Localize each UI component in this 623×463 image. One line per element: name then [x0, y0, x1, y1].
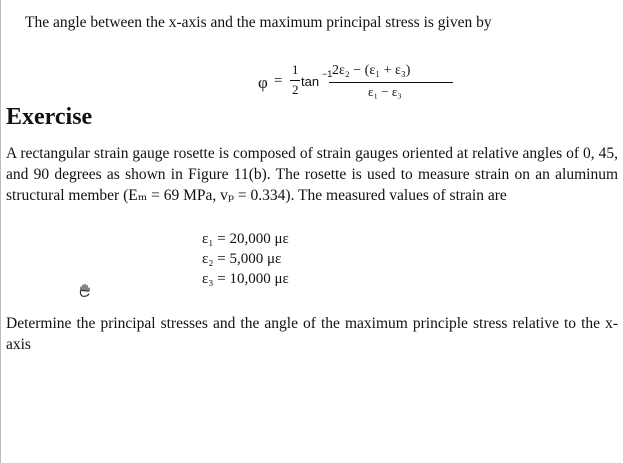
question-paragraph: Determine the principal stresses and the angle of the maximum principle stress relative to the x-axis — [6, 315, 618, 353]
strain-values — [202, 229, 342, 289]
formula-fraction-bar — [329, 82, 453, 83]
hand-icon — [78, 283, 92, 297]
formula-half-numerator: 1 — [292, 62, 299, 77]
formula-numerator: 2ε₂ − (ε₁ + ε₃) — [332, 63, 411, 78]
intro-sentence: The angle between the x-axis and the maximum principal stress is given by — [25, 14, 492, 31]
formula-tan-exponent: −1 — [322, 69, 333, 79]
formula-half-bar — [290, 80, 300, 81]
formula-tan: tan — [301, 74, 320, 89]
formula-phi: φ — [258, 73, 268, 92]
formula-denominator: ε₁ − ε₃ — [368, 84, 402, 99]
problem-paragraph: A rectangular strain gauge rosette is composed of strain gauges oriented at relative angles of 0, 45, and 90 degrees as shown in Figure 11(b). The rosette is used to measure strain on an aluminum structural member (Eₘ = 69 MPa, vₚ = 0.334). The measured values of strain are — [6, 145, 618, 204]
angle-formula — [258, 62, 468, 110]
strain-value-1: ε₁ = 20,000 με — [202, 231, 289, 247]
exercise-heading: Exercise — [6, 104, 93, 130]
page-left-border — [0, 0, 1, 463]
formula-equals: = — [274, 73, 283, 89]
strain-value-2: ε₂ = 5,000 με — [202, 251, 282, 267]
formula-half-denominator: 2 — [292, 82, 299, 97]
strain-value-3: ε₃ = 10,000 με — [202, 271, 289, 287]
